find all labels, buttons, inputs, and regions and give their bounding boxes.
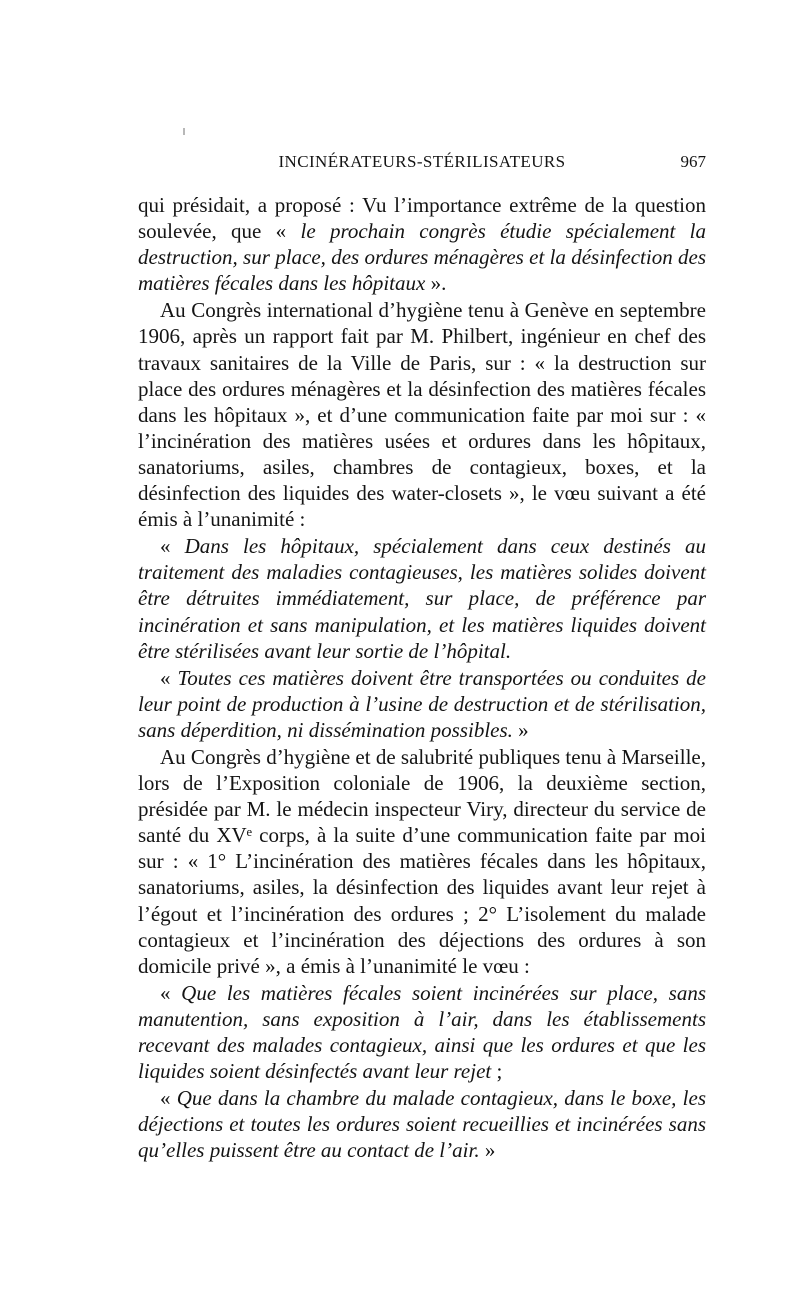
paragraph	[138, 297, 706, 532]
italic-run: Que dans la chambre du malade contagieux, dans le boxe, les déjections et toutes les ordures soient recueillies et incinérées sans qu’elles puissent être au contact de l’air.	[138, 1086, 706, 1163]
paragraph	[138, 533, 706, 663]
text-run: «	[160, 665, 178, 690]
paragraph	[138, 744, 706, 979]
italic-run: Toutes ces matières doivent être transportées ou conduites de leur point de production à l’usine de destruction et de stérilisation, sans déperdition, ni dissémination possibles.	[138, 665, 707, 742]
text-run: »	[512, 717, 529, 742]
text-run: «	[160, 980, 182, 1005]
paragraph	[138, 192, 706, 296]
text-run: ;	[491, 1059, 503, 1084]
running-head	[138, 152, 706, 176]
text-run: »	[479, 1138, 496, 1163]
text-run: Au Congrès d’hygiène et de salubrité publiques tenu à Marseille, lors de l’Exposition coloniale de 1906, la deuxième section, présidée par M. le médecin inspecteur Viry, directeur du service de santé du XVᵉ corps, à la suite d’une communication faite par moi sur : « 1° L’incinération des matières fécales dans les hôpitaux, sanatoriums, asiles, la désinfection des liquides avant leur rejet à l’égout et l’incinération des ordures ; 2° L’isolement du malade contagieux et l’incinération des déjections des ordures à son domicile privé », a émis à l’unanimité le vœu :	[138, 744, 706, 978]
print-speck	[183, 128, 185, 135]
text-run: ».	[425, 271, 447, 296]
paragraph	[138, 1085, 706, 1163]
text-run: Au Congrès international d’hygiène tenu à Genève en septembre 1906, après un rapport fait par M. Philbert, ingénieur en chef des travaux sanitaires de la Ville de Paris, sur : « la destruction sur place des ordures ménagères et la désinfection des matières fécales dans les hôpitaux », et d’une communication faite par moi sur : « l’incinération des matières usées et ordures dans les hôpitaux, sanatoriums, asiles, chambres de contagieux, boxes, et la désinfection des liquides des water-closets », le vœu suivant a été émis à l’unanimité :	[138, 298, 706, 532]
italic-run: Dans les hôpitaux, spécialement dans ceux destinés au traitement des maladies contagieuses, les matières solides doivent être détruites immédiatement, sur place, de préférence par incinération et sans manipulation, et les matières liquides doivent être stérilisées avant leur sortie de l’hôpital.	[138, 534, 707, 663]
paragraph	[138, 665, 706, 743]
italic-run: Que les matières fécales soient incinérées sur place, sans manutention, sans exposition à l’air, dans les établissements recevant des malades contagieux, ainsi que les ordures et que les liquides soient désinfectés avant leur rejet	[138, 980, 706, 1084]
running-head-title: INCINÉRATEURS-STÉRILISATEURS	[278, 152, 566, 171]
text-run: «	[160, 534, 185, 559]
body-text	[138, 192, 706, 1163]
italic-run: le prochain congrès étudie spécialement la destruction, sur place, des ordures ménagères et la désinfection des matières fécales dans les hôpitaux	[138, 219, 706, 296]
text-run: «	[160, 1086, 177, 1111]
text-run: qui présidait, a proposé : Vu l’importance extrême de la question soulevée, que «	[138, 193, 706, 244]
paragraph	[138, 980, 706, 1084]
page-number: 967	[680, 152, 706, 171]
